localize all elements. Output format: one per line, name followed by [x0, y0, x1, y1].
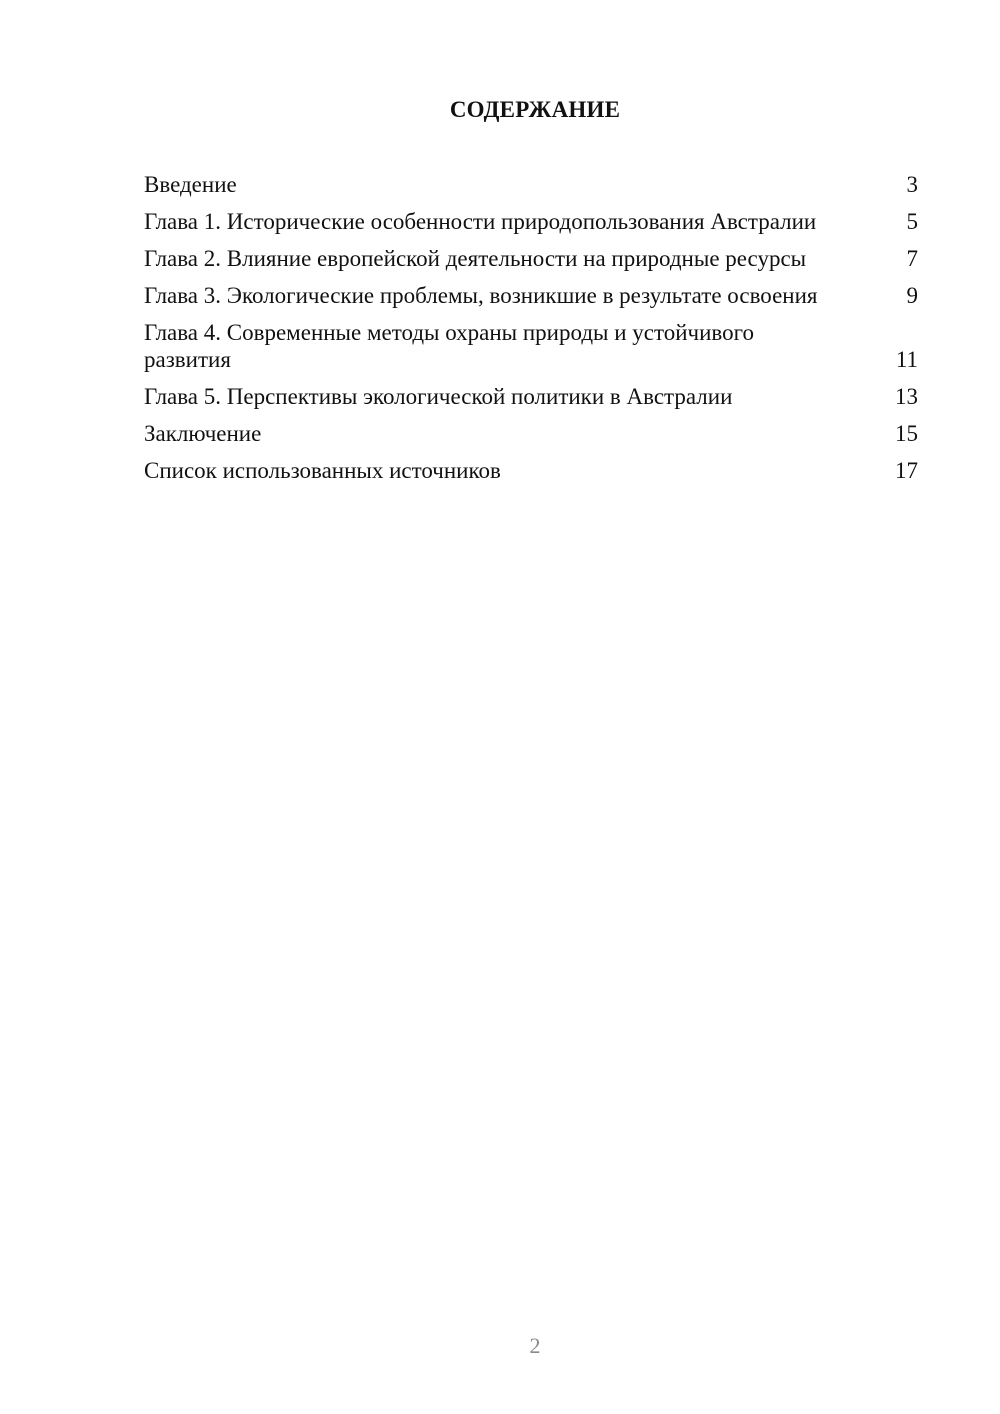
- toc-entry-page: 17: [895, 458, 918, 483]
- page-number: 2: [529, 1333, 541, 1358]
- toc-entry-label: Глава 3. Экологические проблемы, возникшие в результате освоения: [144, 283, 818, 308]
- toc-entry-label: Заключение: [144, 421, 262, 446]
- toc-entry-page: 13: [895, 384, 918, 409]
- toc-entry-label: Введение: [144, 172, 237, 197]
- toc-entry-chapter-1[interactable]: [144, 208, 918, 235]
- toc-entry-label: Глава 1. Исторические особенности природопользования Австралии: [144, 209, 817, 234]
- toc-entry-page: 3: [906, 172, 918, 197]
- toc-entry-chapter-5[interactable]: [144, 383, 918, 410]
- table-of-contents: [144, 171, 918, 494]
- toc-entry-page: 7: [906, 246, 918, 271]
- toc-entry-page: 5: [906, 209, 918, 234]
- toc-entry-label: Глава 4. Современные методы охраны природы и устойчивого развития: [144, 320, 754, 372]
- toc-entry-label: Глава 5. Перспективы экологической политики в Австралии: [144, 384, 733, 409]
- toc-entry-chapter-3[interactable]: [144, 282, 918, 309]
- toc-entry-conclusion[interactable]: [144, 420, 918, 447]
- toc-entry-page: 15: [895, 421, 918, 446]
- toc-entry-page: 11: [895, 347, 918, 372]
- toc-entry-label: Глава 2. Влияние европейской деятельности на природные ресурсы: [144, 246, 807, 271]
- page-title: СОДЕРЖАНИЕ: [449, 97, 621, 122]
- toc-entry-chapter-4[interactable]: [144, 319, 918, 373]
- toc-entry-page: 9: [906, 283, 918, 308]
- toc-entry-introduction[interactable]: [144, 171, 918, 198]
- toc-entry-chapter-2[interactable]: [144, 245, 918, 272]
- toc-entry-label: Список использованных источников: [144, 458, 501, 483]
- toc-entry-references[interactable]: [144, 457, 918, 484]
